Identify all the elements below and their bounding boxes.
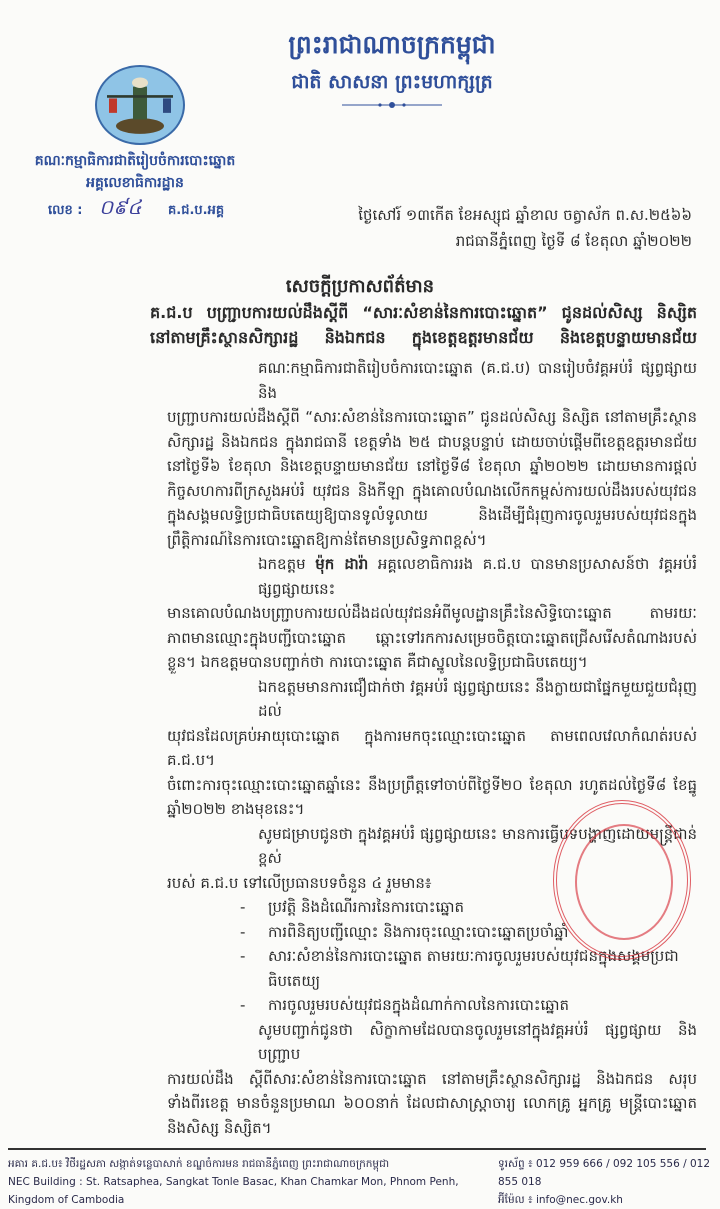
solar-date: រាជធានីភ្នំពេញ ថ្ងៃទី ៨ ខែតុលា ឆ្នាំ២០២២: [455, 232, 692, 250]
bullet-item: ការពិនិត្យបញ្ជីឈ្មោះ និងការចុះឈ្មោះបោះឆ្នោតប្រចាំឆ្នាំ: [268, 922, 569, 941]
letterhead-title-block: [262, 28, 522, 110]
body-line: សូមបញ្ជាក់ជូនថា សិក្ខាកាមដែលបានចូលរួមនៅក្នុងវគ្គអប់រំ ផ្សព្វផ្សាយ និងបញ្ជ្រាប: [258, 1020, 697, 1063]
footer-address-kh: អគារ គ.ជ.ប៖ វិថីរដ្ឋសភា សង្កាត់ទន្លេបាសាក់ ខណ្ឌចំការមន រាជធានីភ្នំពេញ ព្រះរាជាណាចក្រកម្ពុជា: [8, 1158, 390, 1170]
number-label: លេខ :: [48, 203, 83, 218]
body-text: អគ្គលេខាធិការរង គ.ជ.ប បានមានប្រសាសន៍ថា វគ្គអប់រំ ផ្សព្វផ្សាយនេះ: [258, 555, 697, 598]
bullet-row: [167, 895, 697, 920]
body-line: គណៈកម្មាធិការជាតិរៀបចំការបោះឆ្នោត (គ.ជ.ប) បានរៀបចំវគ្គអប់រំ ផ្សព្វផ្សាយ និង: [258, 359, 697, 402]
bullet-row: [167, 993, 697, 1018]
body-line: [167, 552, 697, 601]
bullet-item: សារៈសំខាន់នៃការបោះឆ្នោត តាមរយៈការចូលរួមរបស់យុវជនក្នុងសង្គមប្រជាធិបតេយ្យ: [268, 947, 679, 990]
department-name: អគ្គលេខាធិការដ្ឋាន: [86, 175, 184, 191]
footer: [8, 1150, 712, 1209]
body-line: ខ្លួន។ ឯកឧត្តមបានបញ្ជាក់ថា ការបោះឆ្នោត គឺជាស្នូលនៃលទ្ធិប្រជាធិបតេយ្យ។: [167, 653, 588, 671]
body-line: សូមជម្រាបជូនថា ក្នុងវគ្គអប់រំ ផ្សព្វផ្សាយនេះ មានការធ្វើបទបង្ហាញដោយមន្ត្រីជាន់ខ្ពស់: [258, 824, 697, 867]
organization-name: គណៈកម្មាធិការជាតិរៀបចំការបោះឆ្នោត: [34, 153, 236, 169]
ornament-divider: [342, 100, 442, 110]
official-name: ម៉ុក ដារ៉ា: [315, 555, 369, 573]
document-flow: [0, 262, 720, 1209]
issuer-block: [10, 150, 260, 222]
document-title: សេចក្តីប្រកាសព័ត៌មាន: [285, 276, 435, 297]
bullet-row: [167, 920, 697, 945]
body-line: របស់ គ.ជ.ប ទៅលើប្រធានបទចំនួន ៤ រួមមាន៖: [167, 873, 432, 892]
bullet-dash: -: [240, 996, 246, 1014]
body-line: និងសិស្ស និស្សិត។: [167, 1118, 272, 1137]
bullet-item: ការចូលរួមរបស់យុវជនក្នុងដំណាក់កាលនៃការបោះឆ្នោត: [268, 996, 570, 1014]
number-value: ០៩៤: [99, 195, 142, 219]
body-line: ការយល់ដឹង ស្តីពីសារៈសំខាន់នៃការបោះឆ្នោត នៅតាមគ្រឹះស្ថានសិក្សារដ្ឋ និងឯកជន សរុប: [167, 1069, 697, 1088]
body-line: សិក្សារដ្ឋ និងឯកជន ក្នុងរាជធានី ខេត្តទាំង ២៥ ជាបន្តបន្ទាប់ ដោយចាប់ផ្តើមពីខេត្តឧត្តរមានជ័យ: [167, 432, 697, 451]
body-text: ឯកឧត្តម: [258, 555, 316, 573]
lunar-date: ថ្ងៃសៅរ៍ ១៣កើត ខែអស្សុជ ឆ្នាំខាល ចត្វាស័ក ព.ស.២៥៦៦: [358, 206, 692, 224]
body-line: នៅថ្ងៃទី៦ ខែតុលា និងខេត្តបន្ទាយមានជ័យ នៅថ្ងៃទី៨ ខែតុលា ឆ្នាំ២០២២ ដោយមានការផ្តល់: [167, 457, 697, 475]
reference-number: [10, 196, 260, 222]
nec-logo: [95, 65, 185, 145]
body-line: ឆ្នាំ២០២២ ខាងមុខនេះ។: [167, 800, 305, 818]
body-line: ទាំងពីរខេត្ត មានចំនួនប្រមាណ ៦០០នាក់ ដែលជាសាស្ត្រាចារ្យ លោកគ្រូ អ្នកគ្រូ មន្ត្រីបោះឆ្នោត: [167, 1094, 697, 1112]
footer-address-en: NEC Building : St. Ratsaphea, Sangkat Tonle Basac, Khan Chamkar Mon, Phnom Penh, Kingdom of Cambodia: [8, 1176, 459, 1206]
bullet-dash: -: [240, 898, 246, 916]
body-line: ព្រឹត្តិការណ៍នៃការបោះឆ្នោតឱ្យកាន់តែមានប្រសិទ្ធភាពខ្ពស់។: [167, 530, 487, 549]
bullet-item: ប្រវត្តិ និងដំណើរការនៃការបោះឆ្នោត: [268, 898, 465, 916]
national-motto: ជាតិ សាសនា ព្រះមហាក្សត្រ: [291, 71, 493, 93]
bullet-row: [167, 944, 697, 993]
body-line: កិច្ចសហការពីក្រសួងអប់រំ យុវជន និងកីឡា ក្នុងគោលបំណងលើកកម្ពស់ការយល់ដឹងរបស់យុវជន: [167, 481, 697, 500]
number-suffix: គ.ជ.ប.អគ្គ: [168, 203, 225, 218]
body-line: យុវជនដែលគ្រប់អាយុបោះឆ្នោត ក្នុងការមកចុះឈ្មោះបោះឆ្នោត តាមពេលវេលាកំណត់របស់ គ.ជ.ប។: [167, 726, 697, 769]
kingdom-title: ព្រះរាជាណាចក្រកម្ពុជា: [288, 30, 496, 59]
body-line: បញ្ជ្រាបការយល់ដឹងស្តីពី “សារៈសំខាន់នៃការបោះឆ្នោត” ជូនដល់សិស្ស និស្សិត នៅតាមគ្រឹះស្ថាន: [167, 408, 697, 426]
body-line: ឯកឧត្តមមានការជឿជាក់ថា វគ្គអប់រំ ផ្សព្វផ្សាយនេះ នឹងក្លាយជាផ្នែកមួយជួយជំរុញដល់: [258, 677, 697, 720]
footer-phone: ទូរស័ព្ទ ៖ 012 959 666 / 092 105 556 / 012 855 018: [498, 1158, 711, 1188]
subject-line: នៅតាមគ្រឹះស្ថានសិក្សារដ្ឋ និងឯកជន ក្នុងខេត្តឧត្តរមានជ័យ និងខេត្តបន្ទាយមានជ័យ: [150, 328, 697, 347]
body-line: ចំពោះការចុះឈ្មោះបោះឆ្នោតឆ្នាំនេះ នឹងប្រព្រឹត្តទៅចាប់ពីថ្ងៃទី២០ ខែតុលា រហូតដល់ថ្ងៃទី៨ ខែធ្នូ: [167, 775, 697, 794]
document-body: [167, 356, 697, 1140]
body-line: ភាពមានឈ្មោះក្នុងបញ្ជីបោះឆ្នោត ឆ្ពោះទៅរកការសម្រេចចិត្តបោះឆ្នោតជ្រើសរើសតំណាងរបស់: [167, 628, 697, 647]
bullet-dash: -: [240, 922, 246, 941]
subject-line: គ.ជ.ប បញ្ជ្រាបការយល់ដឹងស្តីពី “សារៈសំខាន់នៃការបោះឆ្នោត” ជូនដល់សិស្ស និស្សិត: [150, 303, 697, 322]
footer-email: អ៊ីម៉ែល ៖ info@nec.gov.kh: [498, 1194, 623, 1206]
date-block: [275, 202, 692, 254]
body-line: មានគោលបំណងបញ្ជ្រាបការយល់ដឹងដល់យុវជនអំពីមូលដ្ឋានគ្រឹះនៃសិទ្ធិបោះឆ្នោត តាមរយៈ: [167, 604, 697, 622]
body-line: ក្នុងសង្គមលទ្ធិប្រជាធិបតេយ្យឱ្យបានទូលំទូលាយ និងដើម្បីជំរុញការចូលរួមរបស់យុវជនក្នុង: [167, 506, 697, 524]
bullet-dash: -: [240, 947, 246, 965]
